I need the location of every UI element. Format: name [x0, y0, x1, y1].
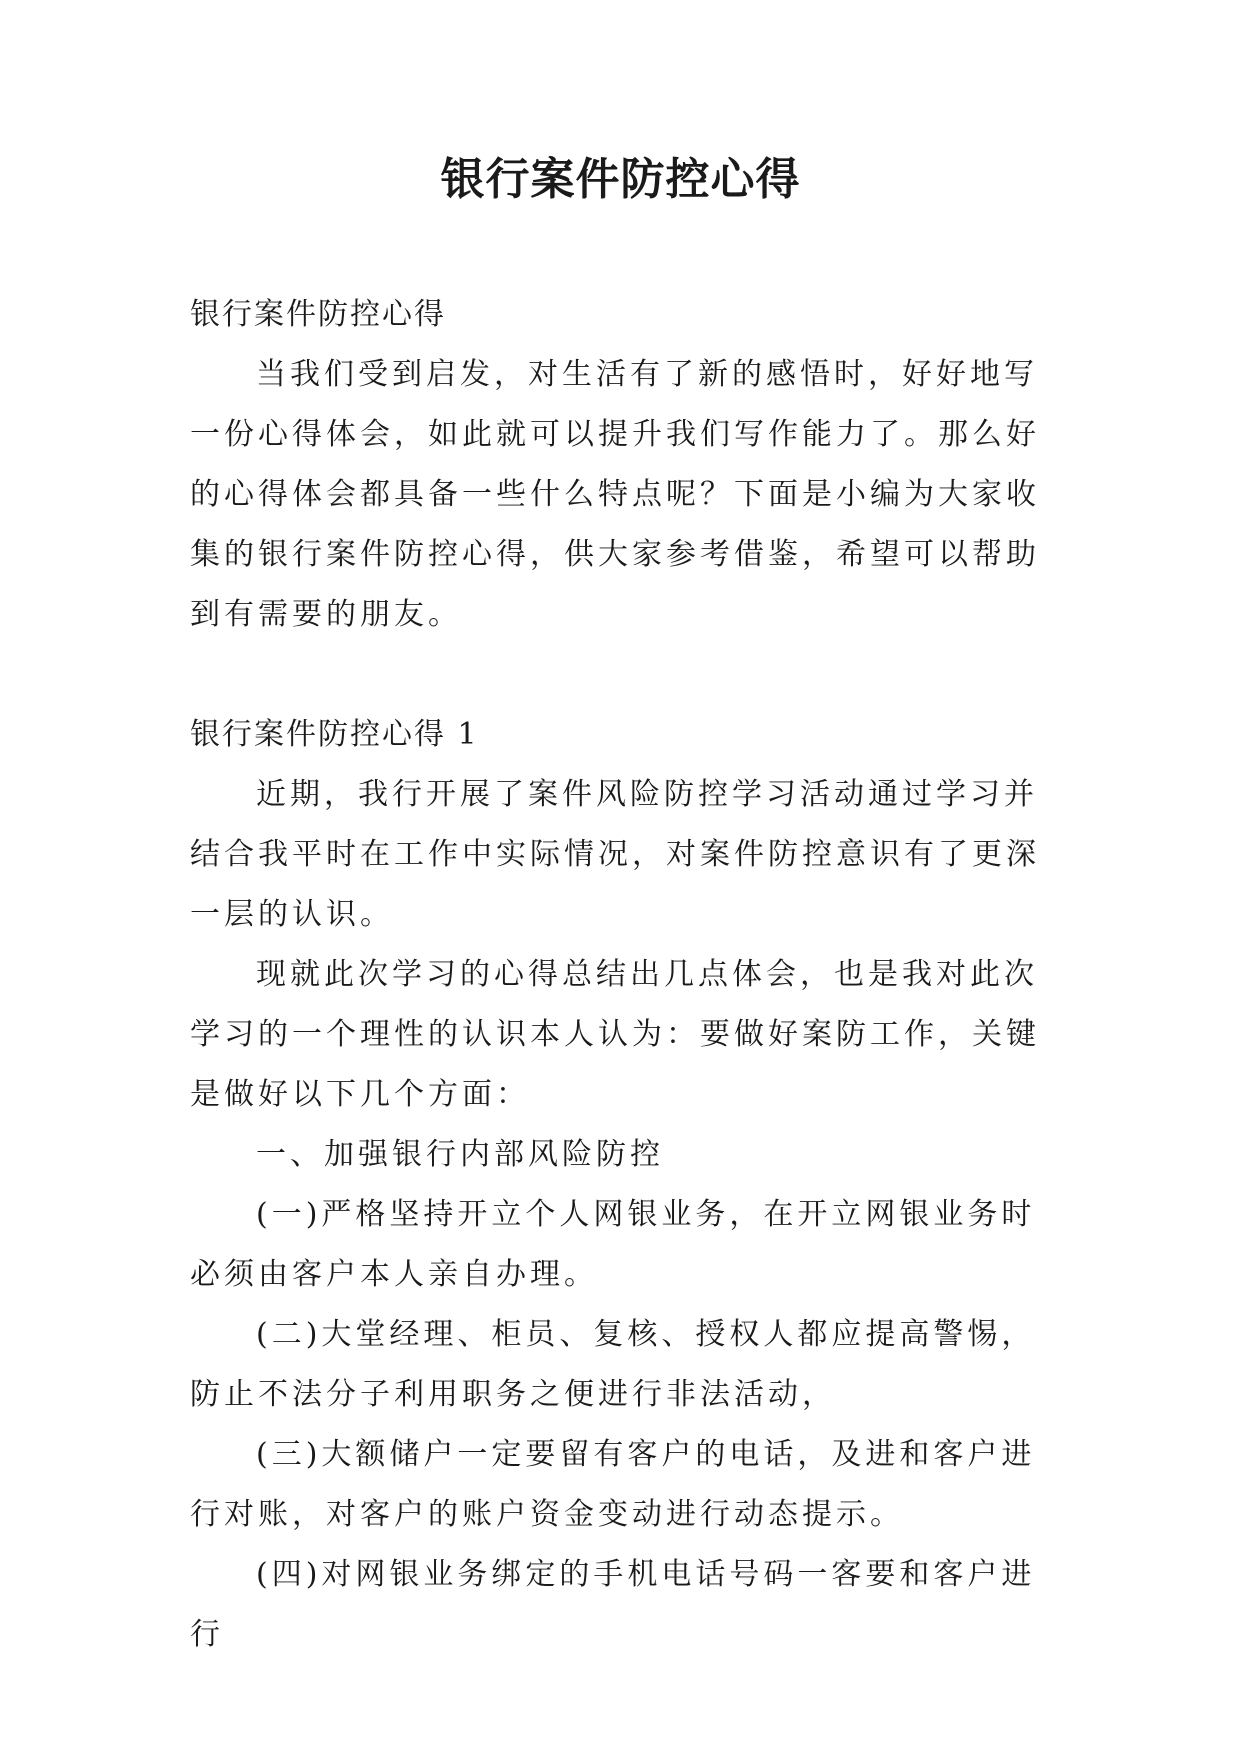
list-item: (一)严格坚持开立个人网银业务，在开立网银业务时必须由客户本人亲自办理。: [190, 1197, 1036, 1292]
list-item: (二)大堂经理、柜员、复核、授权人都应提高警惕，防止不法分子利用职务之便进行非法活动，: [190, 1317, 1036, 1412]
document-title: 银行案件防控心得: [440, 154, 801, 205]
section-paragraph: 现就此次学习的心得总结出几点体会，也是我对此次学习的一个理性的认识本人认为：要做好案防工作，关键是做好以下几个方面：: [190, 957, 1040, 1112]
intro-paragraph: 当我们受到启发，对生活有了新的感悟时，好好地写一份心得体会，如此就可以提升我们写作能力了。那么好的心得体会都具备一些什么特点呢？下面是小编为大家收集的银行案件防控心得，供大家参考借鉴，希望可以帮助到有需要的朋友。: [190, 357, 1040, 632]
list-item: (四)对网银业务绑定的手机电话号码一客要和客户进行: [190, 1557, 1036, 1652]
document-body: [190, 285, 1052, 1665]
section-paragraph: 近期，我行开展了案件风险防控学习活动通过学习并结合我平时在工作中实际情况，对案件防控意识有了更深一层的认识。: [190, 777, 1040, 932]
section-subheading: 一、加强银行内部风险防控: [256, 1137, 664, 1172]
list-item: (三)大额储户一定要留有客户的电话，及进和客户进行对账，对客户的账户资金变动进行动态提示。: [190, 1437, 1036, 1532]
section-heading: 银行案件防控心得 1: [190, 717, 479, 752]
intro-heading: 银行案件防控心得: [190, 297, 446, 332]
